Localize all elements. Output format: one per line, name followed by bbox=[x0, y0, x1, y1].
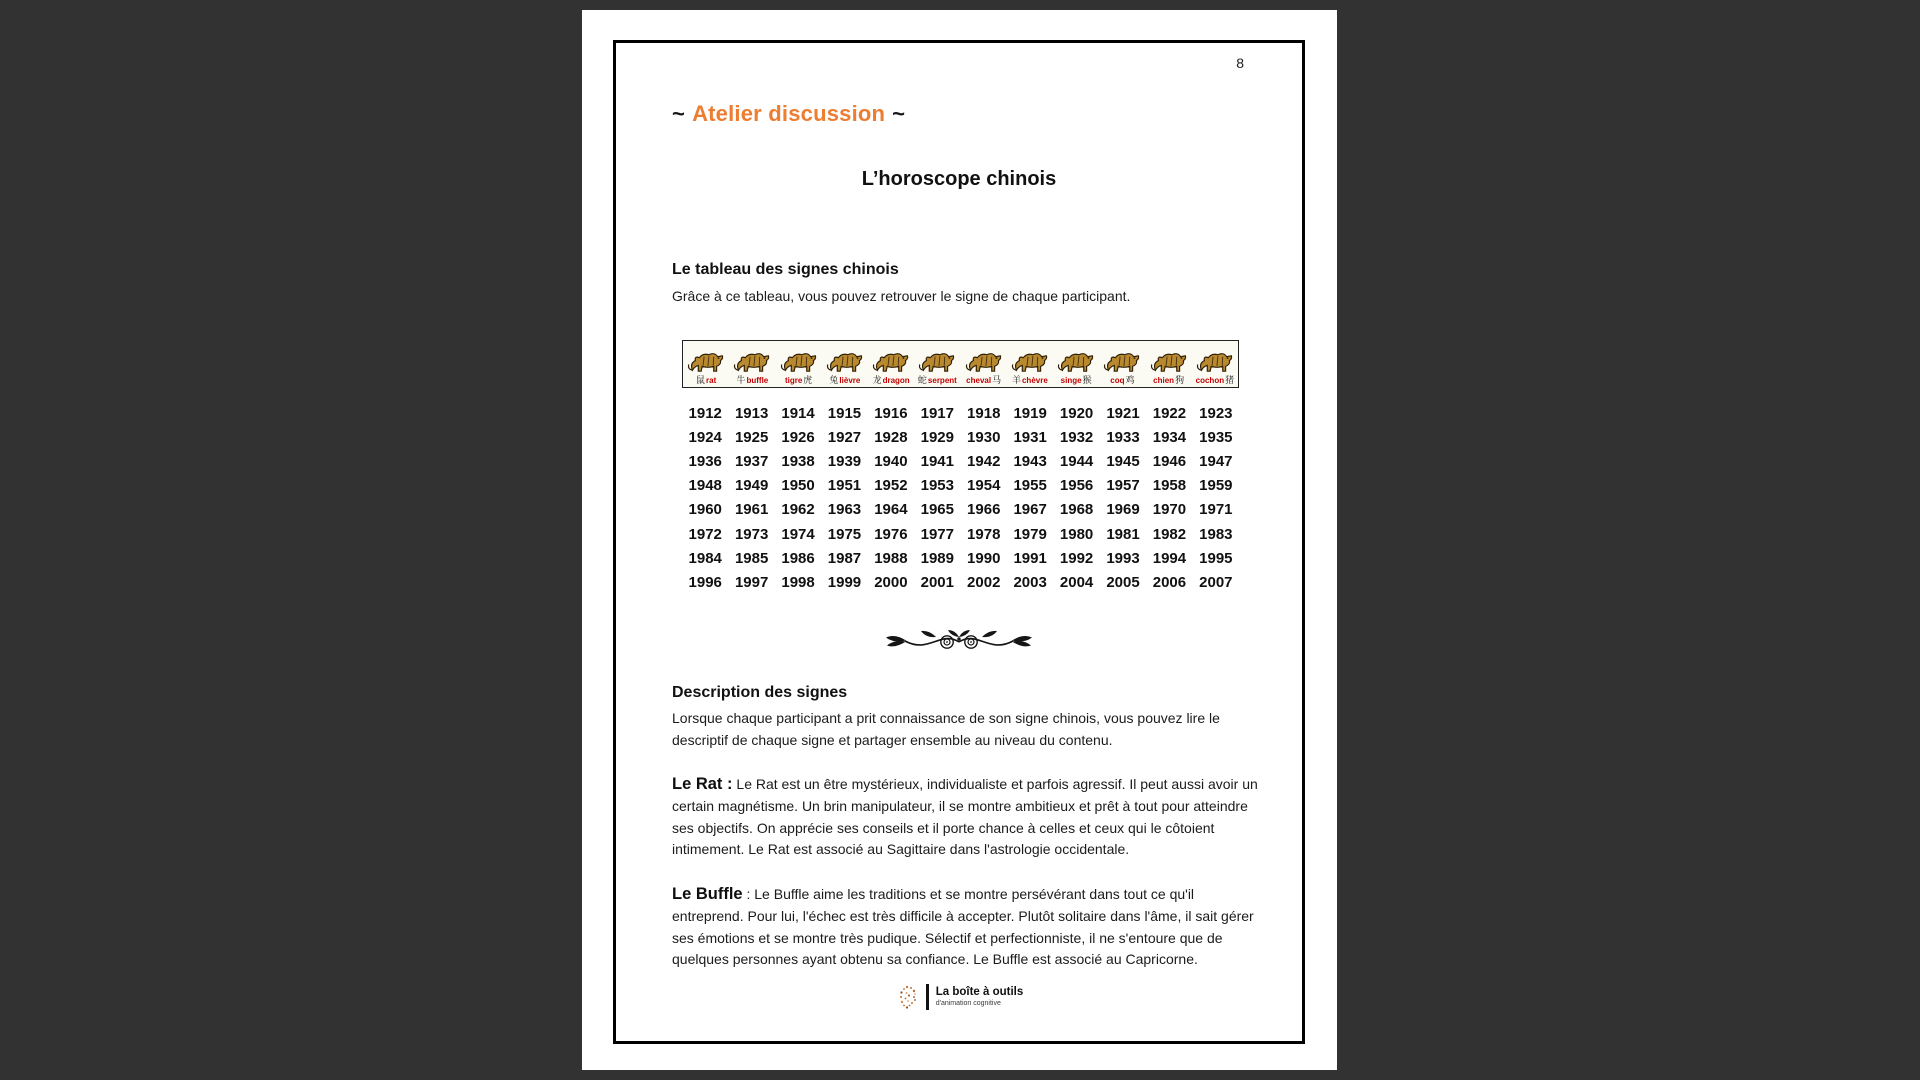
year-cell: 1943 bbox=[1013, 452, 1047, 470]
zodiac-item-horse bbox=[961, 341, 1007, 387]
year-cell: 1989 bbox=[920, 549, 954, 567]
zodiac-chinese-label: 狗 bbox=[1175, 376, 1185, 386]
year-cell: 1914 bbox=[781, 404, 815, 422]
year-cell: 1971 bbox=[1199, 501, 1233, 519]
zodiac-chinese-label: 虎 bbox=[803, 376, 813, 386]
year-cell: 1960 bbox=[688, 501, 722, 519]
year-cell: 1983 bbox=[1199, 525, 1233, 543]
zodiac-french-label: serpent bbox=[927, 376, 957, 385]
year-cell: 1938 bbox=[781, 452, 815, 470]
year-cell: 1982 bbox=[1152, 525, 1187, 543]
flourish-divider bbox=[616, 627, 1302, 655]
zodiac-item-snake bbox=[914, 341, 960, 387]
zodiac-french-label: cochon bbox=[1195, 376, 1225, 385]
year-cell: 2002 bbox=[967, 573, 1001, 591]
flourish-divider-icon bbox=[879, 627, 1039, 655]
year-cell: 1995 bbox=[1199, 549, 1233, 567]
zodiac-item-monkey bbox=[1053, 341, 1099, 387]
year-cell: 1958 bbox=[1152, 477, 1187, 495]
year-cell: 1974 bbox=[781, 525, 815, 543]
year-cell: 1975 bbox=[827, 525, 862, 543]
zodiac-item-tiger bbox=[776, 341, 822, 387]
year-cell: 1919 bbox=[1013, 404, 1047, 422]
year-cell: 1999 bbox=[827, 573, 862, 591]
year-cell: 1934 bbox=[1152, 428, 1187, 446]
zodiac-french-label: buffle bbox=[746, 376, 769, 385]
years-row bbox=[682, 449, 1239, 473]
year-cell: 1962 bbox=[781, 501, 815, 519]
year-cell: 1968 bbox=[1059, 501, 1094, 519]
sign-buffle-sep: : bbox=[742, 886, 755, 902]
years-row bbox=[682, 425, 1239, 449]
page-number: 8 bbox=[1236, 55, 1244, 71]
logo-subtitle: d'animation cognitive bbox=[935, 1000, 1001, 1007]
sign-buffle-label: Le Buffle bbox=[672, 885, 743, 903]
zodiac-french-label: chèvre bbox=[1021, 376, 1048, 385]
year-cell: 1964 bbox=[874, 501, 908, 519]
zodiac-chinese-label: 鼠 bbox=[696, 376, 706, 386]
document-title: L’horoscope chinois bbox=[861, 168, 1057, 190]
zodiac-animal-icon bbox=[917, 349, 957, 376]
zodiac-chinese-label: 马 bbox=[992, 376, 1002, 386]
zodiac-french-label: rat bbox=[706, 376, 717, 385]
year-cell: 1916 bbox=[874, 404, 908, 422]
zodiac-french-label: coq bbox=[1110, 376, 1125, 385]
year-cell: 1965 bbox=[920, 501, 954, 519]
year-cell: 1992 bbox=[1059, 549, 1094, 567]
footer-logo bbox=[616, 983, 1302, 1011]
zodiac-animal-icon bbox=[964, 349, 1004, 376]
year-cell: 1945 bbox=[1106, 452, 1140, 470]
years-row bbox=[682, 546, 1239, 570]
year-cell: 1931 bbox=[1013, 428, 1047, 446]
year-cell: 2003 bbox=[1013, 573, 1047, 591]
year-cell: 1941 bbox=[920, 452, 954, 470]
sign-rat-label: Le Rat : bbox=[672, 775, 733, 793]
zodiac-animal-icon bbox=[1056, 349, 1096, 376]
years-table bbox=[682, 401, 1239, 595]
year-cell: 1947 bbox=[1199, 452, 1233, 470]
year-cell: 1988 bbox=[874, 549, 908, 567]
year-cell: 2007 bbox=[1199, 573, 1233, 591]
zodiac-french-label: dragon bbox=[882, 376, 910, 385]
year-cell: 1997 bbox=[734, 573, 769, 591]
year-cell: 1918 bbox=[967, 404, 1001, 422]
year-cell: 1970 bbox=[1152, 501, 1187, 519]
years-row bbox=[682, 498, 1239, 522]
year-cell: 2000 bbox=[874, 573, 908, 591]
year-cell: 1977 bbox=[920, 525, 954, 543]
year-cell: 1922 bbox=[1152, 404, 1187, 422]
year-cell: 1925 bbox=[734, 428, 769, 446]
zodiac-item-rabbit bbox=[822, 341, 868, 387]
year-cell: 1952 bbox=[874, 477, 908, 495]
year-cell: 1976 bbox=[874, 525, 908, 543]
logo-head-icon bbox=[895, 983, 919, 1011]
year-cell: 1956 bbox=[1059, 477, 1094, 495]
zodiac-item-dragon bbox=[868, 341, 914, 387]
year-cell: 1996 bbox=[688, 573, 722, 591]
year-cell: 1920 bbox=[1059, 404, 1094, 422]
year-cell: 1984 bbox=[688, 549, 722, 567]
year-cell: 1953 bbox=[920, 477, 954, 495]
year-cell: 1939 bbox=[827, 452, 862, 470]
sign-paragraph-rat bbox=[672, 774, 1258, 861]
year-cell: 1955 bbox=[1013, 477, 1047, 495]
table-section-intro: Grâce à ce tableau, vous pouvez retrouver le signe de chaque participant. bbox=[672, 288, 1131, 304]
year-cell: 1966 bbox=[967, 501, 1001, 519]
year-cell: 1979 bbox=[1013, 525, 1047, 543]
sign-rat-text: Le Rat est un être mystérieux, individualiste et parfois agressif. Il peut aussi avoir un certain magnétisme. Un brin manipulateur, il se montre ambitieux et prêt à tout pour atteindre ses objectifs. On apprécie ses conseils et il porte chance à celles et ceux qui le côtoient intimement. Le Rat est associé au Sagittaire dans l'astrologie occidentale. bbox=[672, 776, 1258, 858]
year-cell: 1973 bbox=[734, 525, 769, 543]
year-cell: 1994 bbox=[1152, 549, 1187, 567]
workshop-heading-label: Atelier discussion bbox=[692, 101, 886, 126]
zodiac-animal-icon bbox=[1010, 349, 1050, 376]
year-cell: 1929 bbox=[920, 428, 954, 446]
zodiac-chinese-label: 牛 bbox=[736, 376, 746, 386]
tilde-right: ~ bbox=[892, 101, 906, 126]
zodiac-animal-icon bbox=[686, 349, 726, 376]
year-cell: 2005 bbox=[1106, 573, 1140, 591]
year-cell: 1946 bbox=[1152, 452, 1187, 470]
year-cell: 1991 bbox=[1013, 549, 1047, 567]
zodiac-chinese-label: 猴 bbox=[1082, 376, 1092, 386]
zodiac-item-ox bbox=[729, 341, 775, 387]
year-cell: 2001 bbox=[920, 573, 954, 591]
zodiac-french-label: singe bbox=[1060, 376, 1082, 385]
year-cell: 1980 bbox=[1059, 525, 1094, 543]
years-row bbox=[682, 401, 1239, 425]
year-cell: 1930 bbox=[967, 428, 1001, 446]
year-cell: 1987 bbox=[827, 549, 862, 567]
year-cell: 1940 bbox=[874, 452, 908, 470]
zodiac-chinese-label: 羊 bbox=[1011, 376, 1021, 386]
workshop-heading bbox=[672, 101, 905, 127]
description-section-intro: Lorsque chaque participant a prit connaissance de son signe chinois, vous pouvez lire le descriptif de chaque signe et partager ensemble au niveau du contenu. bbox=[672, 710, 1220, 748]
tilde-left: ~ bbox=[672, 101, 686, 126]
zodiac-chinese-label: 兔 bbox=[829, 376, 839, 386]
logo-divider-bar bbox=[926, 984, 929, 1010]
year-cell: 1993 bbox=[1106, 549, 1140, 567]
year-cell: 1969 bbox=[1106, 501, 1140, 519]
years-row bbox=[682, 474, 1239, 498]
zodiac-animal-icon bbox=[1102, 349, 1142, 376]
zodiac-french-label: lièvre bbox=[839, 376, 861, 385]
year-cell: 1990 bbox=[967, 549, 1001, 567]
zodiac-animal-icon bbox=[825, 349, 865, 376]
zodiac-item-rooster bbox=[1099, 341, 1145, 387]
year-cell: 1961 bbox=[734, 501, 769, 519]
zodiac-item-rat bbox=[683, 341, 729, 387]
year-cell: 1933 bbox=[1106, 428, 1140, 446]
year-cell: 1972 bbox=[688, 525, 722, 543]
year-cell: 1963 bbox=[827, 501, 862, 519]
year-cell: 1923 bbox=[1199, 404, 1233, 422]
year-cell: 1959 bbox=[1199, 477, 1233, 495]
zodiac-chinese-label: 蛇 bbox=[917, 376, 927, 386]
year-cell: 1967 bbox=[1013, 501, 1047, 519]
years-row bbox=[682, 570, 1239, 594]
year-cell: 1985 bbox=[734, 549, 769, 567]
sign-paragraph-buffle bbox=[672, 884, 1258, 971]
zodiac-item-pig bbox=[1192, 341, 1238, 387]
year-cell: 1948 bbox=[688, 477, 722, 495]
zodiac-chinese-label: 龙 bbox=[872, 376, 882, 386]
year-cell: 1951 bbox=[827, 477, 862, 495]
year-cell: 1913 bbox=[734, 404, 769, 422]
zodiac-chinese-label: 鸡 bbox=[1125, 376, 1135, 386]
year-cell: 1927 bbox=[827, 428, 862, 446]
zodiac-item-goat bbox=[1007, 341, 1053, 387]
logo-title: La boîte à outils bbox=[935, 986, 1024, 998]
year-cell: 1937 bbox=[734, 452, 769, 470]
year-cell: 1928 bbox=[874, 428, 908, 446]
year-cell: 1917 bbox=[920, 404, 954, 422]
year-cell: 2004 bbox=[1059, 573, 1094, 591]
year-cell: 1954 bbox=[967, 477, 1001, 495]
year-cell: 1942 bbox=[967, 452, 1001, 470]
year-cell: 1998 bbox=[781, 573, 815, 591]
year-cell: 1924 bbox=[688, 428, 722, 446]
table-section-heading: Le tableau des signes chinois bbox=[672, 261, 899, 278]
year-cell: 1957 bbox=[1106, 477, 1140, 495]
year-cell: 1950 bbox=[781, 477, 815, 495]
zodiac-animal-icon bbox=[871, 349, 911, 376]
years-row bbox=[682, 522, 1239, 546]
year-cell: 1944 bbox=[1059, 452, 1094, 470]
year-cell: 1978 bbox=[967, 525, 1001, 543]
zodiac-animal-icon bbox=[779, 349, 819, 376]
zodiac-french-label: chien bbox=[1153, 376, 1175, 385]
zodiac-item-dog bbox=[1146, 341, 1192, 387]
zodiac-french-label: cheval bbox=[966, 376, 992, 385]
zodiac-chinese-label: 猪 bbox=[1225, 376, 1235, 386]
sign-buffle-text: Le Buffle aime les traditions et se montre persévérant dans tout ce qu'il entreprend. Pour lui, l'échec est très difficile à accepter. Plutôt solitaire dans l'âme, il sait gérer ses émotions et se montre très pudique. Sélectif et perfectionniste, il ne s'entoure que de quelques personnes ayant obtenu sa confiance. Le Buffle est associé au Capricorne. bbox=[672, 886, 1254, 968]
year-cell: 1932 bbox=[1059, 428, 1094, 446]
year-cell: 1935 bbox=[1199, 428, 1233, 446]
description-section-heading: Description des signes bbox=[672, 684, 848, 701]
year-cell: 2006 bbox=[1152, 573, 1187, 591]
year-cell: 1921 bbox=[1106, 404, 1140, 422]
page-border-frame bbox=[613, 40, 1305, 1044]
year-cell: 1926 bbox=[781, 428, 815, 446]
year-cell: 1936 bbox=[688, 452, 722, 470]
year-cell: 1915 bbox=[827, 404, 862, 422]
year-cell: 1986 bbox=[781, 549, 815, 567]
year-cell: 1949 bbox=[734, 477, 769, 495]
zodiac-strip bbox=[682, 340, 1239, 388]
document-page bbox=[582, 10, 1337, 1070]
year-cell: 1912 bbox=[688, 404, 722, 422]
zodiac-animal-icon bbox=[1149, 349, 1189, 376]
zodiac-french-label: tigre bbox=[784, 376, 803, 385]
year-cell: 1981 bbox=[1106, 525, 1140, 543]
zodiac-animal-icon bbox=[1195, 349, 1235, 376]
zodiac-animal-icon bbox=[732, 349, 772, 376]
